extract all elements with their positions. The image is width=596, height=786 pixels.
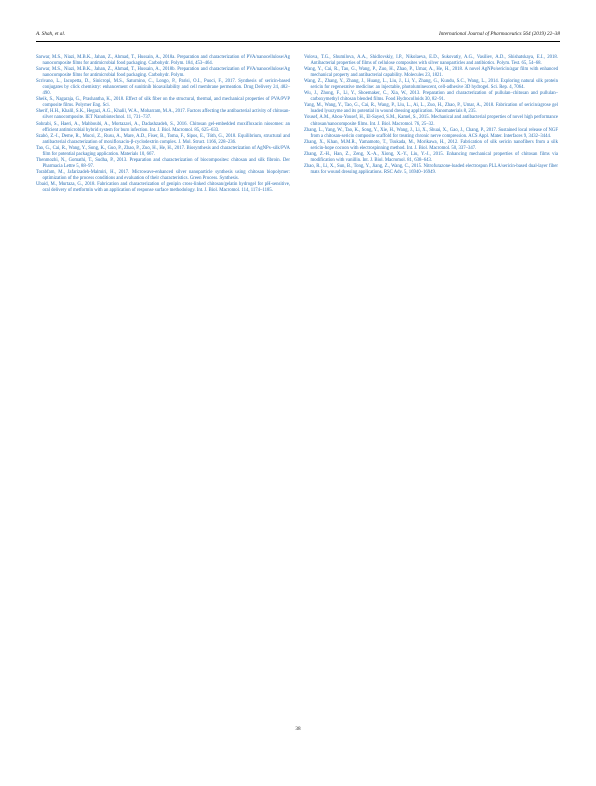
- references-column-left: [36, 55, 290, 194]
- reference-item[interactable]: Yang, M., Wang, Y., Tao, G., Cai, R., Wang, P., Liu, L., Ai, L., Zuo, H., Zhao, P., Umar, A., 2018. Fabrication of sericin/agrose gel loaded lysozyme and its potential in wound dressing application. Nanomaterials 8, 235.: [304, 103, 558, 115]
- page-number: 38: [295, 726, 301, 732]
- reference-item[interactable]: Zhang, Z.-H., Han, Z., Zeng, X.-A., Xiong, X.-Y., Liu, Y.-J., 2015. Enhancing mechanical properties of chitosan films via modification with vanillin. Int. J. Biol. Macromol. 81, 638–643.: [304, 151, 558, 163]
- reference-item[interactable]: Zhang, X., Khan, M.M.R., Yamamoto, T., Tsukada, M., Morikawa, H., 2012. Fabrication of silk sericin nanofibers from a silk sericin-hope cocoon with electrospinning method. Int. J. Biol. Macromol. 50, 337–347.: [304, 139, 558, 151]
- reference-item[interactable]: Volova, T.G., Shumilova, A.A., Shidlovskiy, I.P., Nikolaeva, E.D., Sukovatiy, A.G., Vasiliev, A.D., Shishatskaya, E.I., 2018. Antibacterial properties of films of cellulose composites with silver nanoparticles and antibiotics. Polym. Test. 65, 54–68.: [304, 55, 558, 67]
- references-column-right: [304, 55, 558, 176]
- reference-item[interactable]: Sarwar, M.S., Niazi, M.B.K., Jahan, Z., Ahmad, T., Hussain, A., 2018b. Preparation and characterization of PVA/nanocellulose/Ag nanocomposite films for antimicrobial food packaging. Carbohydr. Polym.: [36, 67, 290, 79]
- reference-item[interactable]: Sheik, S., Nagaraja, G., Prashantha, K., 2018. Effect of silk fiber on the structural, thermal, and mechanical properties of PVA/PVP composite films. Polymer Eng. Sci.: [36, 97, 290, 109]
- reference-item[interactable]: Tao, G., Cai, R., Wang, Y., Song, K., Guo, P., Zhao, P., Zuo, H., He, H., 2017. Biosynthesis and characterization of AgNPs–silk/PVA film for potential packaging application. Materials 10, 667.: [36, 145, 290, 157]
- header-rule: [36, 41, 560, 42]
- reference-item[interactable]: Zhang, L., Yang, W., Tao, K., Song, Y., Xie, H., Wang, J., Li, X., Shuai, X., Gao, J., Chang, P., 2017. Sustained local release of NGF from a chitosan-sericin composite scaffold for treating chronic nerve compression. ACS Appl. Mater. Interfaces 9, 3432–3444.: [304, 127, 558, 139]
- reference-item[interactable]: Szabó, Z.-I., Deme, R., Mucsi, Z., Rusu, A., Mare, A.D., Fiser, B., Toma, F., Sipos, E., Tóth, G., 2018. Equilibrium, structural and antibacterial characterization of moxifloxacin-β-cyclodextrin complex. J. Mol. Struct. 1166, 228–236.: [36, 133, 290, 145]
- reference-item[interactable]: Zhao, R., Li, X., Sun, B., Tong, Y., Jiang, Z., Wang, C., 2015. Nitrofurazone-loaded electrospun PLLA/sericin-based dual-layer fiber mats for wound dressing applications. RSC Adv. 5, 16940–16949.: [304, 163, 558, 175]
- header-authors: A. Shah, et al.: [36, 31, 66, 37]
- running-header: [36, 31, 560, 41]
- reference-item[interactable]: Sarwar, M.S., Niazi, M.B.K., Jahan, Z., Ahmad, T., Hussain, A., 2018a. Preparation and characterization of PVA/nanocellulose/Ag nanocomposite films for antimicrobial food packaging. Carbohydr. Polym. 184, 453–464.: [36, 55, 290, 67]
- reference-item[interactable]: Wang, Y., Cai, R., Tao, G., Wang, P., Zuo, H., Zhao, P., Umar, A., He, H., 2018. A novel AgNPs/sericin/agar film with enhanced mechanical property and antibacterial capability. Molecules 23, 1821.: [304, 67, 558, 79]
- reference-item[interactable]: Sherif, H.H., Khalil, S.K., Hegazi, A.G., Khalil, W.A., Moharram, M.A., 2017. Factors affecting the antibacterial activity of chitosan-silver nanocomposite. IET Nanobiotechnol. 11, 731–737.: [36, 109, 290, 121]
- reference-item[interactable]: Yousef, A.M., Abou-Yousef, H., El-Sayed, S.M., Kamel, S., 2015. Mechanical and antibacterial properties of novel high performance chitosan/nanocomposite films. Int. J. Biol. Macromol. 76, 25–32.: [304, 115, 558, 127]
- reference-item[interactable]: Scrivano, L., Iacopetta, D., Sinicropi, M.S., Saturnino, C., Longo, P., Parisi, O.I., Puoci, F., 2017. Synthesis of sericin-based conjugates by click chemistry: enhancement of sunitinib bioavailability and cell membrane permeation. Drug Delivery 24, 482–490.: [36, 79, 290, 97]
- header-journal-link[interactable]: International Journal of Pharmaceutics 564 (2019) 22–38: [438, 31, 560, 37]
- reference-item[interactable]: Wu, J., Zhong, F., Li, Y., Shoemaker, C., Xia, W., 2013. Preparation and characterization of pullulan–chitosan and pullulan–carboxymethyl chitosan blended films. Food Hydrocolloids 30, 82–91.: [304, 91, 558, 103]
- reference-item[interactable]: Wang, Z., Zhang, Y., Zhang, J., Huang, L., Liu, J., Li, Y., Zhang, G., Kundu, S.C., Wang, L., 2014. Exploring natural silk protein sericin for regenerative medicine: an injectable, photoluminescent, cell-adhesive 3D hydrogel. Sci. Rep. 4, 7064.: [304, 79, 558, 91]
- reference-item[interactable]: Ubaid, M., Murtaza, G., 2018. Fabrication and characterization of genipin cross-linked chitosan/gelatin hydrogel for pH-sensitive, oral delivery of metformin with an application of response surface methodology. Int. J. Biol. Macromol. 114, 1174–1185.: [36, 181, 290, 194]
- reference-item[interactable]: Torabfam, M., Jafarizadeh-Malmiri, H., 2017. Microwave-enhanced silver nanoparticle synthesis using chitosan biopolymer: optimization of the process conditions and evaluation of their characteristics. Green Process. Synthesis.: [36, 169, 290, 181]
- reference-item[interactable]: Sohrabi, S., Haeri, A., Mahboubi, A., Mortazavi, A., Dadashzadeh, S., 2016. Chitosan gel-embedded moxifloxacin niosomes: an efficient antimicrobial hybrid system for burn infection. Int. J. Biol. Macromol. 85, 625–633.: [36, 121, 290, 133]
- reference-item[interactable]: Thenmozhi, N., Gomathi, T., Sudha, P., 2013. Preparation and characterization of biocomposites: chitosan and silk fibroin. Der Pharmacia Lettre 5, 88–97.: [36, 157, 290, 169]
